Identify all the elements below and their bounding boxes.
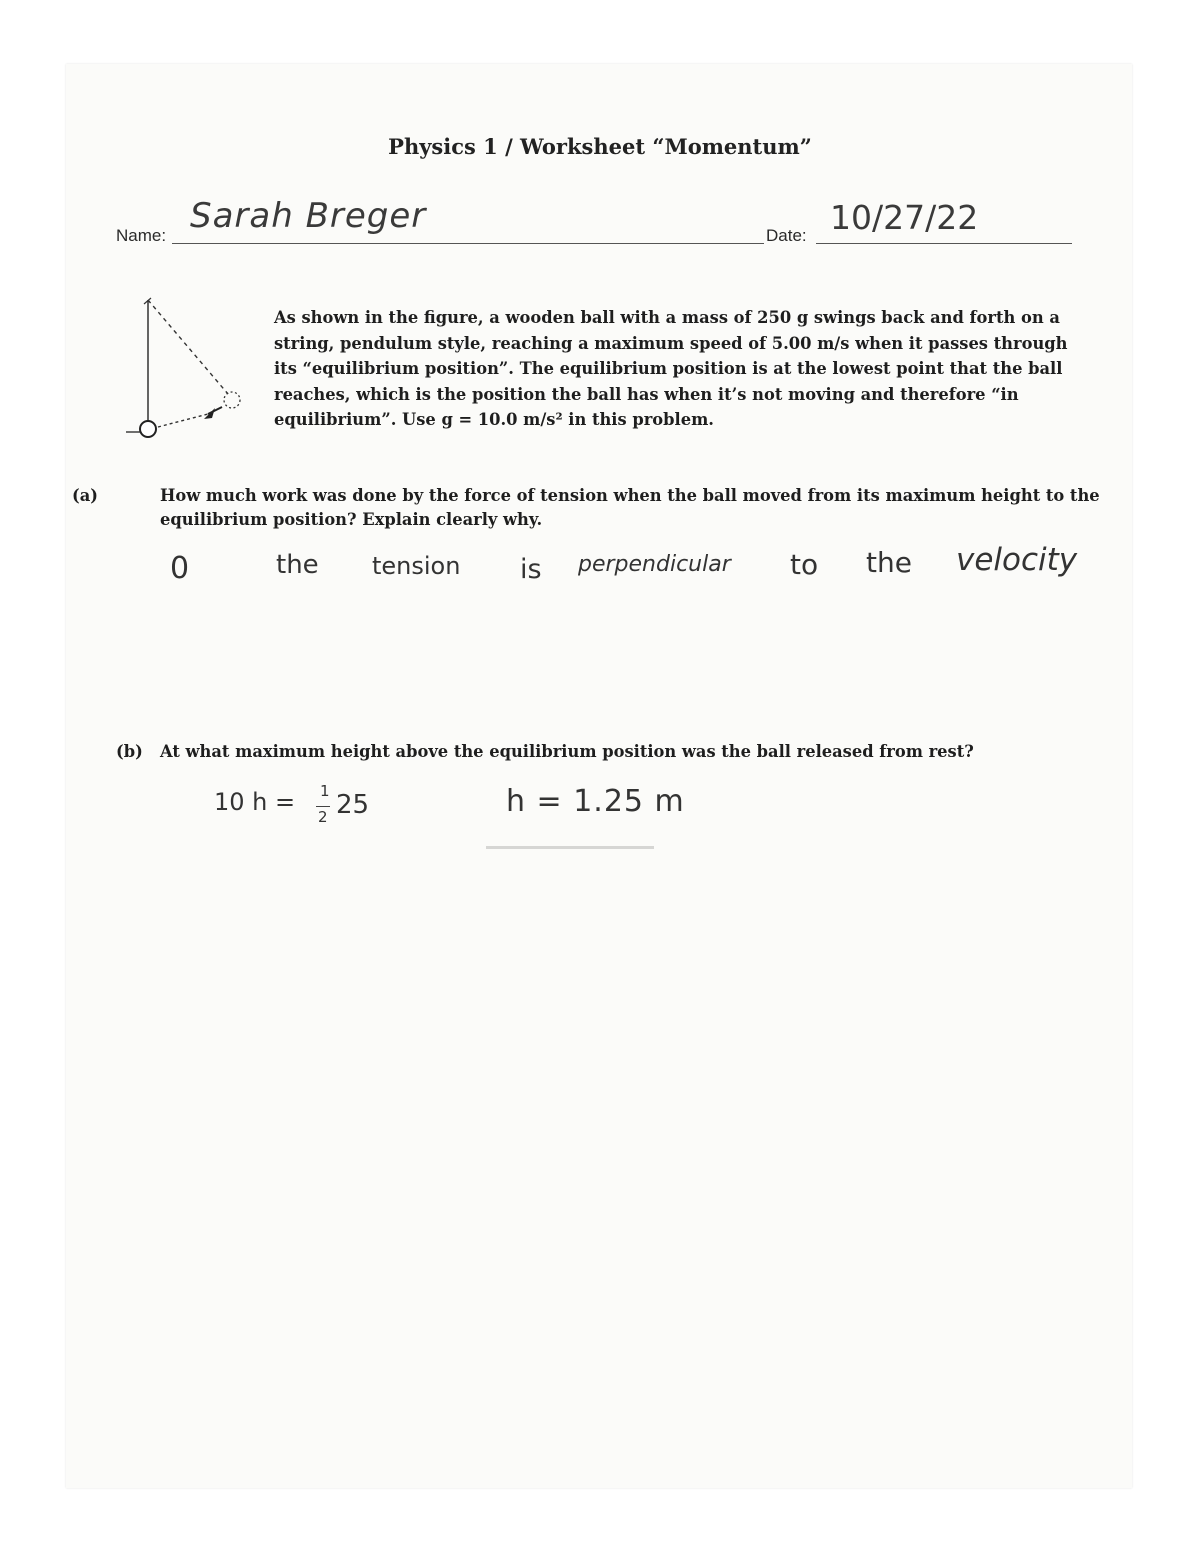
displaced-ball [224,392,240,408]
answer-a-word: the [276,550,319,580]
work-b-lhs: 10 h = [214,788,296,816]
question-a [72,484,1125,532]
answer-a-word: is [520,554,542,585]
answer-a-word: velocity [956,542,1078,578]
pendulum-figure [118,292,258,452]
pendulum-string-dashed [148,300,228,394]
name-line [172,243,764,244]
date-value: 10/27/22 [830,198,979,237]
answer-a-word: tension [372,552,461,580]
problem-statement: As shown in the figure, a wooden ball with a mass of 250 g swings back and forth on a string, pendulum style, reaching a maximum speed of 5.00 m/s when it passes through its “equilibrium position”. The equilibrium position is at the lowest point that the ball reaches, which is the position the ball has when it’s not moving and therefore “in equilibrium”. Use g = 10.0 m/s² in this problem. [274,308,1068,429]
work-b-rhs: 25 [336,790,370,820]
question-b [116,740,1081,764]
student-name: Sarah Breger [190,196,427,236]
date-label: Date: [766,226,807,245]
answer-b-smudge [486,846,654,849]
worksheet-page [66,64,1132,1488]
answer-a-word: the [866,546,912,579]
work-b-denominator: 2 [318,808,328,826]
question-b-text: At what maximum height above the equilibrium position was the ball released from rest? [160,742,974,761]
question-a-tag: (a) [72,486,98,505]
name-label: Name: [116,226,167,245]
date-line [816,243,1072,244]
question-a-text: How much work was done by the force of tension when the ball moved from its maximum height to the equilibrium position? Explain clearly why. [160,486,1100,529]
work-b-fraction-bar [316,806,330,807]
answer-b: h = 1.25 m [506,784,685,819]
equilibrium-ball [140,421,156,437]
answer-a-word: perpendicular [578,552,731,577]
answer-a-value: 0 [170,551,190,586]
worksheet-title: Physics 1 / Worksheet “Momentum” [388,134,812,159]
question-b-tag: (b) [116,742,143,761]
work-b-numerator: 1 [320,782,330,800]
answer-a-word: to [790,548,819,581]
